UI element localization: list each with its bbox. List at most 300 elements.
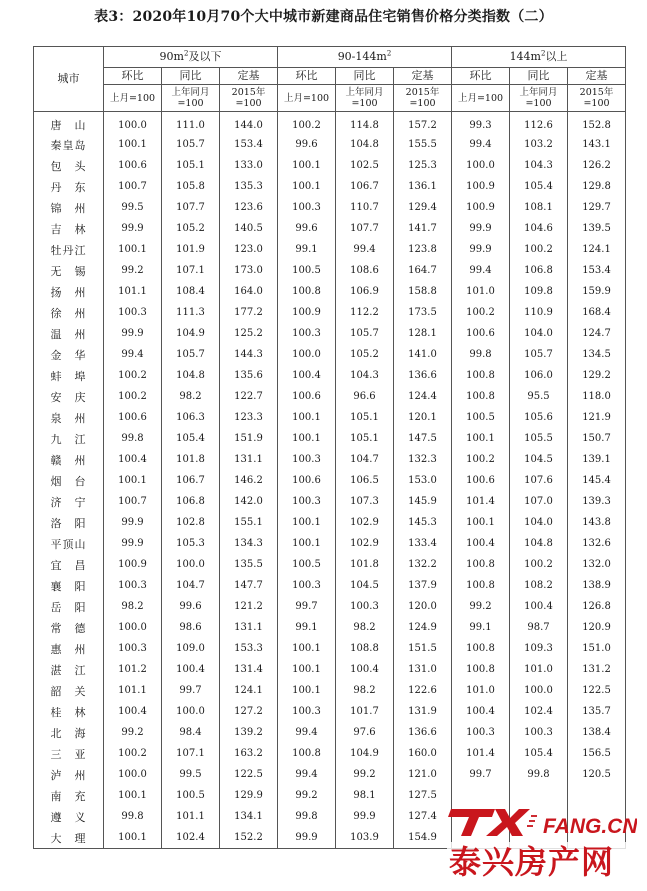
value-cell: 99.4 <box>104 344 162 365</box>
city-cell: 惠 州 <box>34 638 104 659</box>
value-cell: 106.0 <box>510 365 568 386</box>
city-cell: 九 江 <box>34 428 104 449</box>
value-cell: 132.6 <box>568 533 626 554</box>
city-cell: 唐 山 <box>34 112 104 135</box>
base-yoy-header: 上年同月=100 <box>162 85 220 112</box>
value-cell: 100.4 <box>162 659 220 680</box>
value-cell: 129.2 <box>568 365 626 386</box>
value-cell: 129.9 <box>220 785 278 806</box>
value-cell: 140.5 <box>220 218 278 239</box>
value-cell: 101.0 <box>510 659 568 680</box>
value-cell: 104.3 <box>336 365 394 386</box>
value-cell: 106.7 <box>336 176 394 197</box>
city-cell: 蚌 埠 <box>34 365 104 386</box>
value-cell: 99.9 <box>104 218 162 239</box>
table-row <box>34 575 626 596</box>
value-cell: 133.0 <box>220 155 278 176</box>
value-cell: 100.1 <box>452 428 510 449</box>
value-cell: 131.1 <box>220 617 278 638</box>
metric-fixed-base-header: 定基 <box>568 68 626 85</box>
value-cell: 173.5 <box>394 302 452 323</box>
value-cell: 107.7 <box>162 197 220 218</box>
city-cell: 秦皇岛 <box>34 134 104 155</box>
city-cell: 平顶山 <box>34 533 104 554</box>
value-cell: 153.4 <box>568 260 626 281</box>
value-cell: 99.7 <box>452 764 510 785</box>
value-cell: 139.3 <box>568 491 626 512</box>
table-row <box>34 386 626 407</box>
value-cell: 125.2 <box>220 323 278 344</box>
base-yoy-header: 上年同月=100 <box>336 85 394 112</box>
value-cell: 120.9 <box>568 617 626 638</box>
city-cell: 锦 州 <box>34 197 104 218</box>
value-cell: 99.6 <box>278 134 336 155</box>
value-cell: 107.7 <box>336 218 394 239</box>
watermark-brand-box <box>447 842 637 882</box>
table-row <box>34 260 626 281</box>
value-cell: 101.7 <box>336 701 394 722</box>
value-cell: 104.5 <box>510 449 568 470</box>
value-cell: 163.2 <box>220 743 278 764</box>
value-cell: 100.0 <box>278 344 336 365</box>
value-cell: 99.2 <box>278 785 336 806</box>
city-cell: 襄 阳 <box>34 575 104 596</box>
value-cell: 143.1 <box>568 134 626 155</box>
value-cell: 100.3 <box>278 449 336 470</box>
table-row <box>34 302 626 323</box>
value-cell: 99.2 <box>104 260 162 281</box>
value-cell: 99.8 <box>452 344 510 365</box>
value-cell: 100.4 <box>452 701 510 722</box>
table-row <box>34 764 626 785</box>
table-row <box>34 554 626 575</box>
base-mom-header: 上月=100 <box>452 85 510 112</box>
value-cell: 100.1 <box>278 533 336 554</box>
value-cell: 99.1 <box>452 617 510 638</box>
value-cell: 100.3 <box>278 491 336 512</box>
value-cell: 104.3 <box>510 155 568 176</box>
value-cell: 102.9 <box>336 533 394 554</box>
value-cell: 100.9 <box>452 197 510 218</box>
value-cell: 120.1 <box>394 407 452 428</box>
watermark-domain: FANG.CN <box>543 815 637 838</box>
value-cell: 112.2 <box>336 302 394 323</box>
value-cell: 131.0 <box>394 659 452 680</box>
value-cell: 105.4 <box>510 176 568 197</box>
value-cell: 153.4 <box>220 134 278 155</box>
value-cell: 100.8 <box>452 365 510 386</box>
base-mom-header: 上月=100 <box>278 85 336 112</box>
value-cell: 100.6 <box>278 386 336 407</box>
value-cell: 99.9 <box>104 323 162 344</box>
value-cell: 126.2 <box>568 155 626 176</box>
value-cell: 127.2 <box>220 701 278 722</box>
value-cell: 134.3 <box>220 533 278 554</box>
value-cell: 100.3 <box>278 323 336 344</box>
value-cell: 101.8 <box>336 554 394 575</box>
value-cell: 100.2 <box>510 554 568 575</box>
table-row <box>34 197 626 218</box>
value-cell: 99.7 <box>162 680 220 701</box>
value-cell: 135.3 <box>220 176 278 197</box>
value-cell: 100.1 <box>104 134 162 155</box>
city-cell: 桂 林 <box>34 701 104 722</box>
city-cell: 泉 州 <box>34 407 104 428</box>
metric-yoy-header: 同比 <box>336 68 394 85</box>
value-cell: 99.8 <box>510 764 568 785</box>
value-cell: 100.1 <box>278 512 336 533</box>
value-cell: 141.7 <box>394 218 452 239</box>
value-cell: 99.9 <box>452 218 510 239</box>
value-cell: 101.1 <box>162 806 220 827</box>
value-cell: 104.8 <box>510 533 568 554</box>
value-cell: 131.4 <box>220 659 278 680</box>
city-cell: 湛 江 <box>34 659 104 680</box>
city-cell: 徐 州 <box>34 302 104 323</box>
metric-fixed-base-header: 定基 <box>220 68 278 85</box>
value-cell: 100.3 <box>510 722 568 743</box>
value-cell: 99.9 <box>336 806 394 827</box>
value-cell: 99.4 <box>278 722 336 743</box>
value-cell: 129.4 <box>394 197 452 218</box>
value-cell: 100.2 <box>104 386 162 407</box>
metric-yoy-header: 同比 <box>510 68 568 85</box>
value-cell: 101.4 <box>452 743 510 764</box>
table-row <box>34 533 626 554</box>
value-cell: 122.7 <box>220 386 278 407</box>
metric-mom-header: 环比 <box>452 68 510 85</box>
value-cell: 100.0 <box>510 680 568 701</box>
value-cell: 133.4 <box>394 533 452 554</box>
metric-mom-header: 环比 <box>104 68 162 85</box>
value-cell: 145.4 <box>568 470 626 491</box>
value-cell: 100.4 <box>278 365 336 386</box>
value-cell: 101.1 <box>104 281 162 302</box>
value-cell: 156.5 <box>568 743 626 764</box>
value-cell: 107.3 <box>336 491 394 512</box>
value-cell: 100.5 <box>278 260 336 281</box>
value-cell: 121.9 <box>568 407 626 428</box>
value-cell: 147.5 <box>394 428 452 449</box>
city-cell: 岳 阳 <box>34 596 104 617</box>
city-cell: 丹 东 <box>34 176 104 197</box>
value-cell: 100.5 <box>452 407 510 428</box>
base-yoy-header: 上年同月=100 <box>510 85 568 112</box>
value-cell: 164.7 <box>394 260 452 281</box>
table-row <box>34 239 626 260</box>
value-cell: 100.2 <box>278 112 336 135</box>
value-cell: 104.0 <box>510 323 568 344</box>
value-cell: 131.2 <box>568 659 626 680</box>
value-cell: 129.7 <box>568 197 626 218</box>
table-row <box>34 491 626 512</box>
city-cell: 扬 州 <box>34 281 104 302</box>
table-row <box>34 281 626 302</box>
value-cell: 98.2 <box>336 680 394 701</box>
value-cell: 124.7 <box>568 323 626 344</box>
value-cell: 100.4 <box>104 449 162 470</box>
value-cell: 155.5 <box>394 134 452 155</box>
value-cell: 139.5 <box>568 218 626 239</box>
value-cell: 100.1 <box>104 470 162 491</box>
city-cell: 吉 林 <box>34 218 104 239</box>
value-cell: 105.1 <box>162 155 220 176</box>
value-cell: 108.8 <box>336 638 394 659</box>
value-cell: 100.9 <box>278 302 336 323</box>
value-cell: 123.6 <box>220 197 278 218</box>
value-cell: 100.4 <box>452 533 510 554</box>
value-cell: 160.0 <box>394 743 452 764</box>
value-cell: 97.6 <box>336 722 394 743</box>
value-cell: 127.5 <box>394 785 452 806</box>
table-row <box>34 407 626 428</box>
value-cell: 101.4 <box>452 491 510 512</box>
value-cell: 100.3 <box>452 722 510 743</box>
city-cell: 无 锡 <box>34 260 104 281</box>
table-row <box>34 701 626 722</box>
value-cell: 98.2 <box>162 386 220 407</box>
table-row <box>34 112 626 135</box>
value-cell: 142.0 <box>220 491 278 512</box>
value-cell: 131.1 <box>220 449 278 470</box>
value-cell: 106.9 <box>336 281 394 302</box>
value-cell: 151.9 <box>220 428 278 449</box>
value-cell: 100.8 <box>452 638 510 659</box>
value-cell: 105.7 <box>336 323 394 344</box>
value-cell: 135.7 <box>568 701 626 722</box>
value-cell: 100.1 <box>278 155 336 176</box>
value-cell: 99.4 <box>278 764 336 785</box>
value-cell: 108.4 <box>162 281 220 302</box>
value-cell: 99.8 <box>104 428 162 449</box>
value-cell: 98.6 <box>162 617 220 638</box>
value-cell: 106.7 <box>162 470 220 491</box>
value-cell: 99.1 <box>278 617 336 638</box>
city-cell: 泸 州 <box>34 764 104 785</box>
value-cell: 107.6 <box>510 470 568 491</box>
value-cell: 99.8 <box>104 806 162 827</box>
value-cell: 99.8 <box>278 806 336 827</box>
value-cell: 98.2 <box>104 596 162 617</box>
table-row <box>34 449 626 470</box>
value-cell: 100.5 <box>162 785 220 806</box>
value-cell: 100.2 <box>452 449 510 470</box>
city-cell: 牡丹江 <box>34 239 104 260</box>
value-cell: 104.7 <box>162 575 220 596</box>
value-cell: 99.4 <box>452 260 510 281</box>
value-cell: 138.9 <box>568 575 626 596</box>
value-cell: 134.1 <box>220 806 278 827</box>
value-cell: 98.2 <box>336 617 394 638</box>
value-cell: 104.9 <box>162 323 220 344</box>
value-cell: 131.9 <box>394 701 452 722</box>
value-cell: 99.9 <box>104 512 162 533</box>
value-cell: 99.6 <box>162 596 220 617</box>
city-cell: 常 德 <box>34 617 104 638</box>
value-cell: 100.1 <box>104 827 162 849</box>
value-cell: 99.3 <box>452 112 510 135</box>
value-cell: 146.2 <box>220 470 278 491</box>
value-cell: 108.1 <box>510 197 568 218</box>
value-cell: 158.8 <box>394 281 452 302</box>
value-cell: 101.0 <box>452 281 510 302</box>
value-cell: 159.9 <box>568 281 626 302</box>
value-cell: 153.3 <box>220 638 278 659</box>
value-cell: 164.0 <box>220 281 278 302</box>
table-row <box>34 365 626 386</box>
page-title: 表3：2020年10月70个大中城市新建商品住宅销售价格分类指数（二） <box>94 9 553 25</box>
base-fixed-header: 2015年=100 <box>220 85 278 112</box>
city-cell: 大 理 <box>34 827 104 849</box>
value-cell: 105.1 <box>336 407 394 428</box>
value-cell: 132.2 <box>394 554 452 575</box>
value-cell: 109.3 <box>510 638 568 659</box>
value-cell: 124.9 <box>394 617 452 638</box>
value-cell: 105.1 <box>336 428 394 449</box>
value-cell: 98.4 <box>162 722 220 743</box>
value-cell: 100.3 <box>278 701 336 722</box>
table-row <box>34 218 626 239</box>
value-cell: 100.6 <box>452 323 510 344</box>
value-cell: 101.1 <box>104 680 162 701</box>
value-cell: 100.8 <box>452 386 510 407</box>
value-cell: 101.2 <box>104 659 162 680</box>
table-body <box>34 112 626 849</box>
value-cell: 137.9 <box>394 575 452 596</box>
value-cell <box>568 785 626 806</box>
value-cell: 99.5 <box>162 764 220 785</box>
value-cell: 100.1 <box>278 428 336 449</box>
site-watermark <box>447 806 637 886</box>
value-cell: 99.9 <box>104 533 162 554</box>
value-cell: 135.5 <box>220 554 278 575</box>
value-cell: 107.1 <box>162 260 220 281</box>
city-cell: 三 亚 <box>34 743 104 764</box>
table-header <box>34 47 626 112</box>
value-cell: 122.6 <box>394 680 452 701</box>
value-cell: 105.8 <box>162 176 220 197</box>
txfang-logo-icon <box>447 806 637 838</box>
value-cell: 136.1 <box>394 176 452 197</box>
price-index-table <box>33 46 626 849</box>
value-cell: 100.6 <box>104 407 162 428</box>
value-cell: 96.6 <box>336 386 394 407</box>
value-cell: 100.1 <box>278 407 336 428</box>
table-row <box>34 344 626 365</box>
value-cell: 105.4 <box>510 743 568 764</box>
table-row <box>34 659 626 680</box>
value-cell: 120.0 <box>394 596 452 617</box>
value-cell: 139.2 <box>220 722 278 743</box>
base-fixed-header: 2015年=100 <box>394 85 452 112</box>
value-cell: 124.1 <box>568 239 626 260</box>
value-cell: 104.7 <box>336 449 394 470</box>
value-cell: 100.6 <box>452 470 510 491</box>
value-cell: 109.0 <box>162 638 220 659</box>
value-cell: 105.4 <box>162 428 220 449</box>
value-cell: 101.0 <box>452 680 510 701</box>
group-header-medium: $90-144m^2$ <box>278 47 452 68</box>
value-cell: 100.3 <box>278 197 336 218</box>
value-cell: 99.2 <box>104 722 162 743</box>
city-cell: 洛 阳 <box>34 512 104 533</box>
value-cell: 106.8 <box>162 491 220 512</box>
value-cell: 125.3 <box>394 155 452 176</box>
value-cell: 100.1 <box>104 239 162 260</box>
city-cell: 金 华 <box>34 344 104 365</box>
table-row <box>34 134 626 155</box>
value-cell: 105.2 <box>336 344 394 365</box>
value-cell: 168.4 <box>568 302 626 323</box>
value-cell: 104.6 <box>510 218 568 239</box>
table-row <box>34 743 626 764</box>
table-row <box>34 680 626 701</box>
value-cell: 100.3 <box>104 575 162 596</box>
base-fixed-header: 2015年=100 <box>568 85 626 112</box>
group-header-small: $90m^2$及以下 <box>104 47 278 68</box>
value-cell: 100.1 <box>104 785 162 806</box>
value-cell: 98.7 <box>510 617 568 638</box>
table-row <box>34 470 626 491</box>
city-cell: 烟 台 <box>34 470 104 491</box>
table-row <box>34 722 626 743</box>
value-cell: 95.5 <box>510 386 568 407</box>
value-cell: 99.9 <box>452 239 510 260</box>
value-cell: 121.2 <box>220 596 278 617</box>
value-cell: 151.0 <box>568 638 626 659</box>
value-cell: 100.0 <box>162 701 220 722</box>
city-cell: 包 头 <box>34 155 104 176</box>
value-cell: 120.5 <box>568 764 626 785</box>
value-cell: 141.0 <box>394 344 452 365</box>
value-cell: 136.6 <box>394 722 452 743</box>
value-cell: 143.8 <box>568 512 626 533</box>
value-cell: 103.9 <box>336 827 394 849</box>
value-cell: 106.8 <box>510 260 568 281</box>
value-cell: 123.3 <box>220 407 278 428</box>
value-cell: 123.8 <box>394 239 452 260</box>
value-cell: 100.1 <box>278 638 336 659</box>
value-cell: 101.9 <box>162 239 220 260</box>
value-cell: 145.9 <box>394 491 452 512</box>
value-cell: 99.4 <box>336 239 394 260</box>
value-cell: 100.0 <box>162 554 220 575</box>
value-cell: 105.6 <box>510 407 568 428</box>
value-cell: 144.3 <box>220 344 278 365</box>
watermark-brand-text: 泰兴房产网 <box>449 843 615 881</box>
value-cell: 123.0 <box>220 239 278 260</box>
value-cell: 100.8 <box>452 575 510 596</box>
group-header-large: $144m^2$以上 <box>452 47 626 68</box>
value-cell: 110.7 <box>336 197 394 218</box>
table-row <box>34 596 626 617</box>
value-cell: 111.3 <box>162 302 220 323</box>
value-cell: 100.3 <box>104 638 162 659</box>
city-cell: 赣 州 <box>34 449 104 470</box>
value-cell <box>452 785 510 806</box>
value-cell: 145.3 <box>394 512 452 533</box>
value-cell: 102.5 <box>336 155 394 176</box>
value-cell: 105.7 <box>162 344 220 365</box>
value-cell: 121.0 <box>394 764 452 785</box>
value-cell: 153.0 <box>394 470 452 491</box>
value-cell: 132.0 <box>568 554 626 575</box>
value-cell: 100.1 <box>278 176 336 197</box>
value-cell: 100.0 <box>104 112 162 135</box>
value-cell: 105.7 <box>162 134 220 155</box>
value-cell: 100.2 <box>104 743 162 764</box>
value-cell: 173.0 <box>220 260 278 281</box>
